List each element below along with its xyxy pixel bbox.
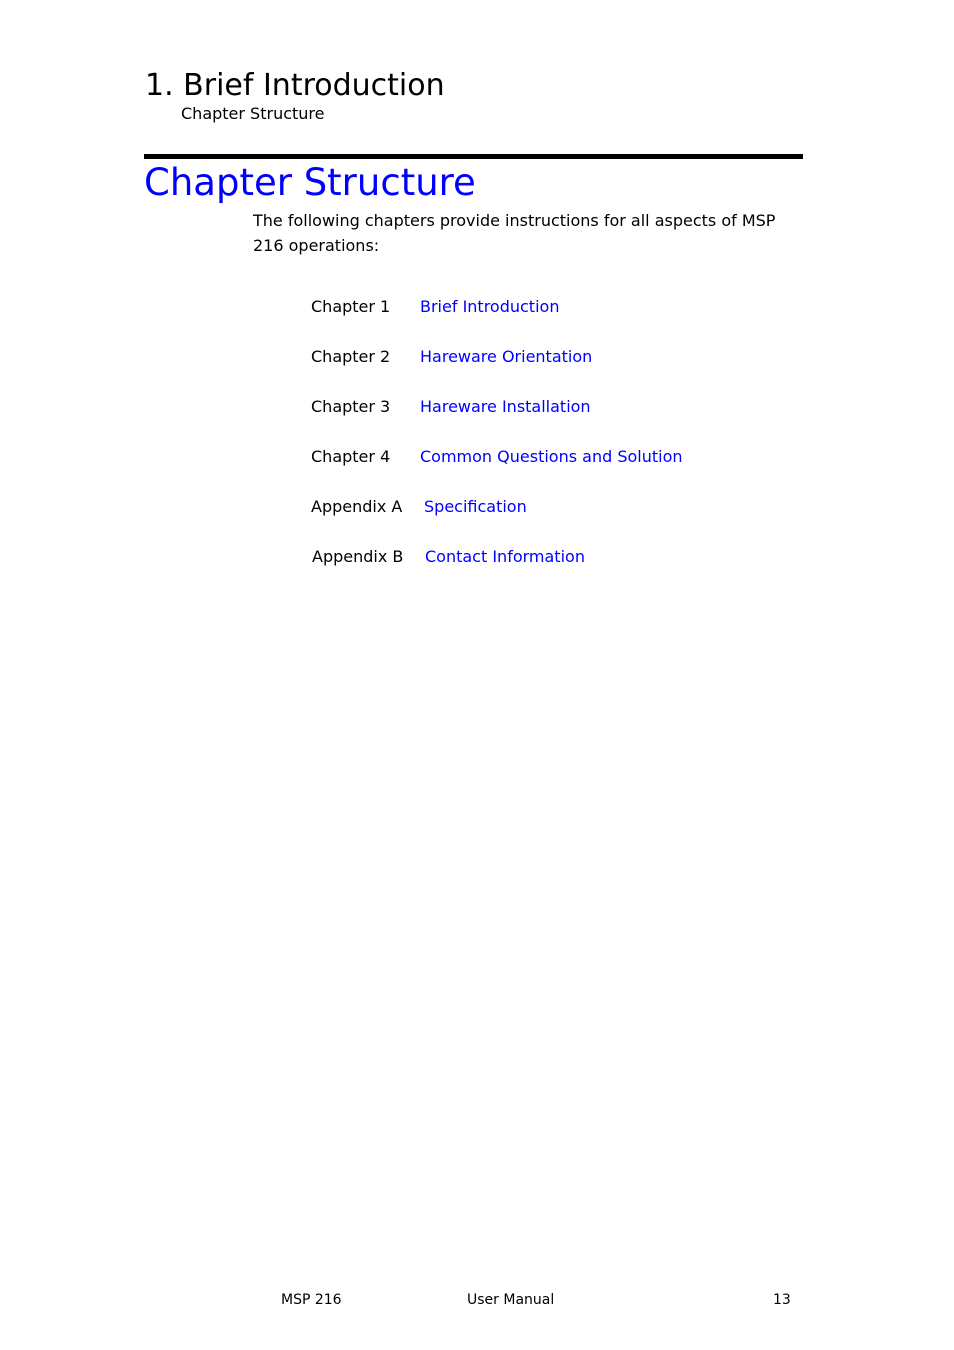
horizontal-rule bbox=[144, 154, 803, 159]
toc-link-hareware-installation[interactable]: Hareware Installation bbox=[420, 397, 591, 416]
section-heading: Chapter Structure bbox=[144, 161, 476, 204]
toc-label: Chapter 4 bbox=[311, 447, 391, 466]
toc-label: Chapter 3 bbox=[311, 397, 391, 416]
chapter-title: 1. Brief Introduction bbox=[145, 68, 445, 103]
toc-link-brief-introduction[interactable]: Brief Introduction bbox=[420, 297, 560, 316]
toc-link-contact-information[interactable]: Contact Information bbox=[425, 547, 585, 566]
intro-line-1: The following chapters provide instructions for all aspects of MSP bbox=[253, 211, 776, 230]
toc-link-hareware-orientation[interactable]: Hareware Orientation bbox=[420, 347, 593, 366]
intro-line-2: 216 operations: bbox=[253, 236, 380, 255]
footer-product: MSP 216 bbox=[281, 1292, 342, 1308]
toc-label: Chapter 1 bbox=[311, 297, 391, 316]
toc-link-specification[interactable]: Specification bbox=[424, 497, 527, 516]
footer-doc-type: User Manual bbox=[467, 1292, 555, 1308]
toc-link-common-questions[interactable]: Common Questions and Solution bbox=[420, 447, 683, 466]
toc-label: Appendix B bbox=[312, 547, 404, 566]
toc-label: Appendix A bbox=[311, 497, 403, 516]
toc-label: Chapter 2 bbox=[311, 347, 391, 366]
intro-paragraph bbox=[253, 208, 813, 258]
chapter-subtitle: Chapter Structure bbox=[181, 104, 325, 123]
footer-page-number: 13 bbox=[773, 1292, 791, 1308]
